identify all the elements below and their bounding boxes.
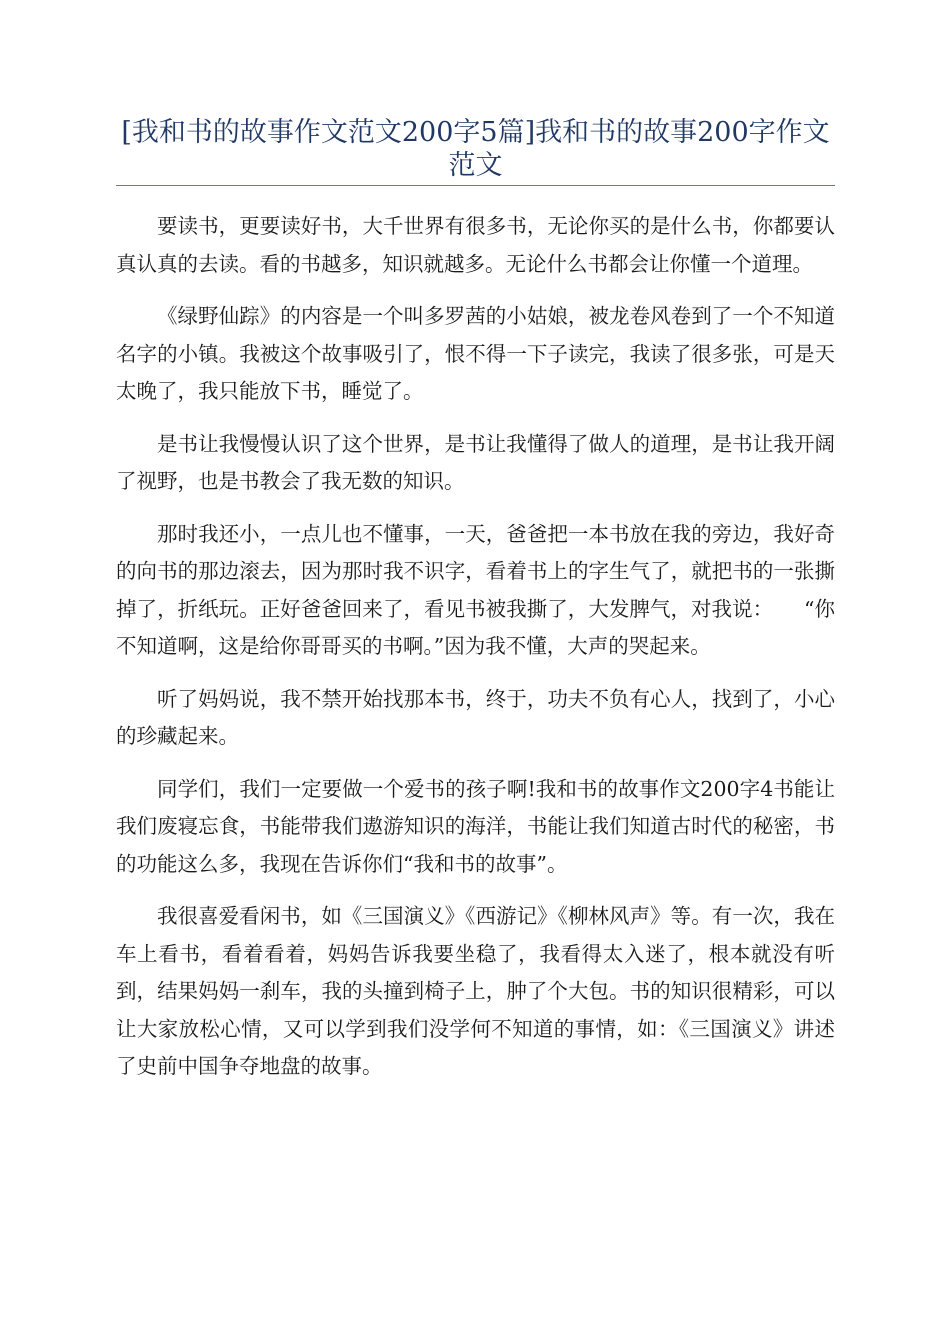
paragraph-5: 听了妈妈说，我不禁开始找那本书，终于，功夫不负有心人，找到了，小心的珍藏起来。 — [116, 686, 835, 748]
paragraph-1: 要读书，更要读好书，大千世界有很多书，无论你买的是什么书，你都要认真认真的去读。看的书越多，知识就越多。无论什么书都会让你懂一个道理。 — [116, 214, 835, 276]
document-title: [我和书的故事作文范文200字5篇]我和书的故事200字作文范文 — [121, 117, 830, 181]
document-body — [116, 208, 835, 1101]
paragraph-4: 那时我还小，一点儿也不懂事，一天，爸爸把一本书放在我的旁边，我好奇的向书的那边滚去，因为那时我不识字，看着书上的字生气了，就把书的一张撕掉了，折纸玩。正好爸爸回来了，看见书被我撕了，大发脾气，对我说： “你不知道啊，这是给你哥哥买的书啊。”因为我不懂，大声的哭起来。 — [116, 521, 835, 658]
paragraph-3: 是书让我慢慢认识了这个世界，是书让我懂得了做人的道理，是书让我开阔了视野，也是书教会了我无数的知识。 — [116, 431, 835, 493]
title-underline-rule — [116, 185, 835, 186]
paragraph-2: 《绿野仙踪》的内容是一个叫多罗茜的小姑娘，被龙卷风卷到了一个不知道名字的小镇。我被这个故事吸引了，恨不得一下子读完，我读了很多张，可是天太晚了，我只能放下书，睡觉了。 — [116, 304, 835, 403]
paragraph-6: 同学们，我们一定要做一个爱书的孩子啊!我和书的故事作文200字4书能让我们废寝忘食，书能带我们遨游知识的海洋，书能让我们知道古时代的秘密，书的功能这么多，我现在告诉你们“我和书的故事”。 — [116, 776, 835, 876]
paragraph-7: 我很喜爱看闲书，如《三国演义》《西游记》《柳林风声》等。有一次，我在车上看书，看着看着，妈妈告诉我要坐稳了，我看得太入迷了，根本就没有听到，结果妈妈一刹车，我的头撞到椅子上，肿了个大包。书的知识很精彩，可以让大家放松心情，又可以学到我们没学何不知道的事情，如：《三国演义》讲述了史前中国争夺地盘的故事。 — [116, 904, 835, 1078]
title-block — [116, 116, 835, 182]
